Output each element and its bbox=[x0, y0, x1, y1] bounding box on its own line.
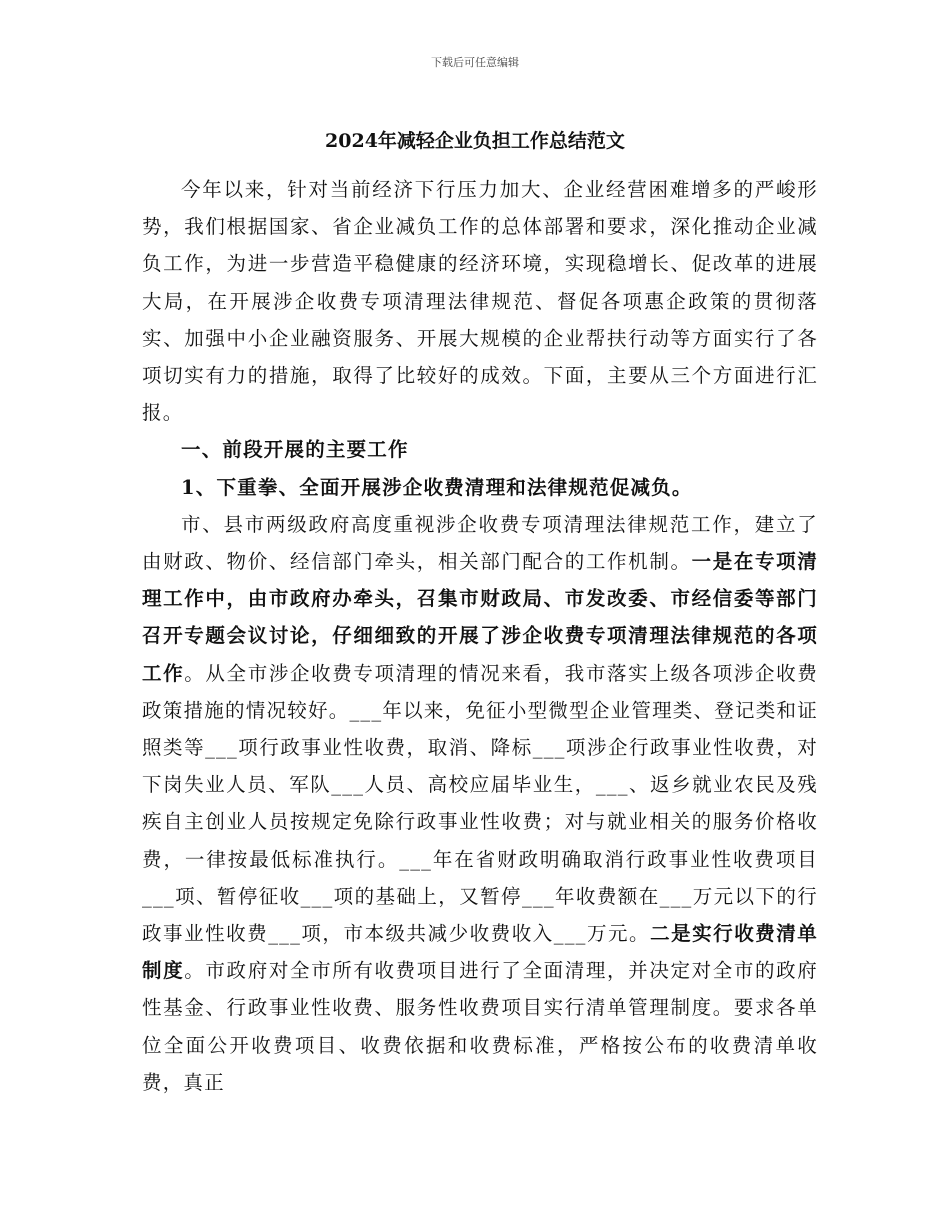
paragraph-text: 。市政府对全市所有收费项目进行了全面清理，并决定对全市的政府性基金、行政事业性收费、服务性收费项目实行清单管理制度。要求各单位全面公开收费项目、收费依据和收费标准，严格按公布的收费清单收费，真正 bbox=[142, 959, 818, 1094]
page-header-note: 下载后可任意编辑 bbox=[431, 56, 519, 69]
document-title: 2024年减轻企业负担工作总结范文 bbox=[325, 130, 625, 152]
section-heading: 一、前段开展的主要工作 bbox=[181, 438, 409, 462]
emphasis-text: 一是在专项清理工作中，由市政府办牵头，召集市财政局、市发改委、市经信委等部门召开专题会议讨论，仔细细致的开展了涉企收费专项清理法律规范的各项工作 bbox=[142, 550, 819, 685]
body-paragraph bbox=[142, 506, 818, 1101]
intro-paragraph: 今年以来，针对当前经济下行压力加大、企业经营困难增多的严峻形势，我们根据国家、省企业减负工作的总体部署和要求，深化推动企业减负工作，为进一步营造平稳健康的经济环境，实现稳增长、促改革的进展大局，在开展涉企收费专项清理法律规范、督促各项惠企政策的贯彻落实、加强中小企业融资服务、开展大规模的企业帮扶行动等方面实行了各项切实有力的措施，取得了比较好的成效。下面，主要从三个方面进行汇报。 bbox=[142, 178, 818, 425]
document-body bbox=[142, 171, 818, 1101]
paragraph-text: 。从全市涉企收费专项清理的情况来看，我市落实上级各项涉企收费政策措施的情况较好。___年以来，免征小型微型企业管理类、登记类和证照类等___项行政事业性收费，取消、降标___项涉企行政事业性收费，对下岗失业人员、军队___人员、高校应届毕业生，___、返乡就业农民及残疾自主创业人员按规定免除行政事业性收费；对与就业相关的服务价格收费，一律按最低标准执行。___年在省财政明确取消行政事业性收费项目___项、暂停征收___项的基础上，又暂停___年收费额在___万元以下的行政事业性收费___项，市本级共减少收费收入___万元。 bbox=[142, 661, 818, 946]
emphasis-text: 二是实行收费清单制度 bbox=[142, 922, 818, 983]
paragraph-text: 市、县市两级政府高度重视涉企收费专项清理法律规范工作，建立了由财政、物价、经信部门牵头，相关部门配合的工作机制。 bbox=[142, 512, 818, 574]
subsection-heading: 1、下重拳、全面开展涉企收费清理和法律规范促减负。 bbox=[181, 475, 693, 499]
